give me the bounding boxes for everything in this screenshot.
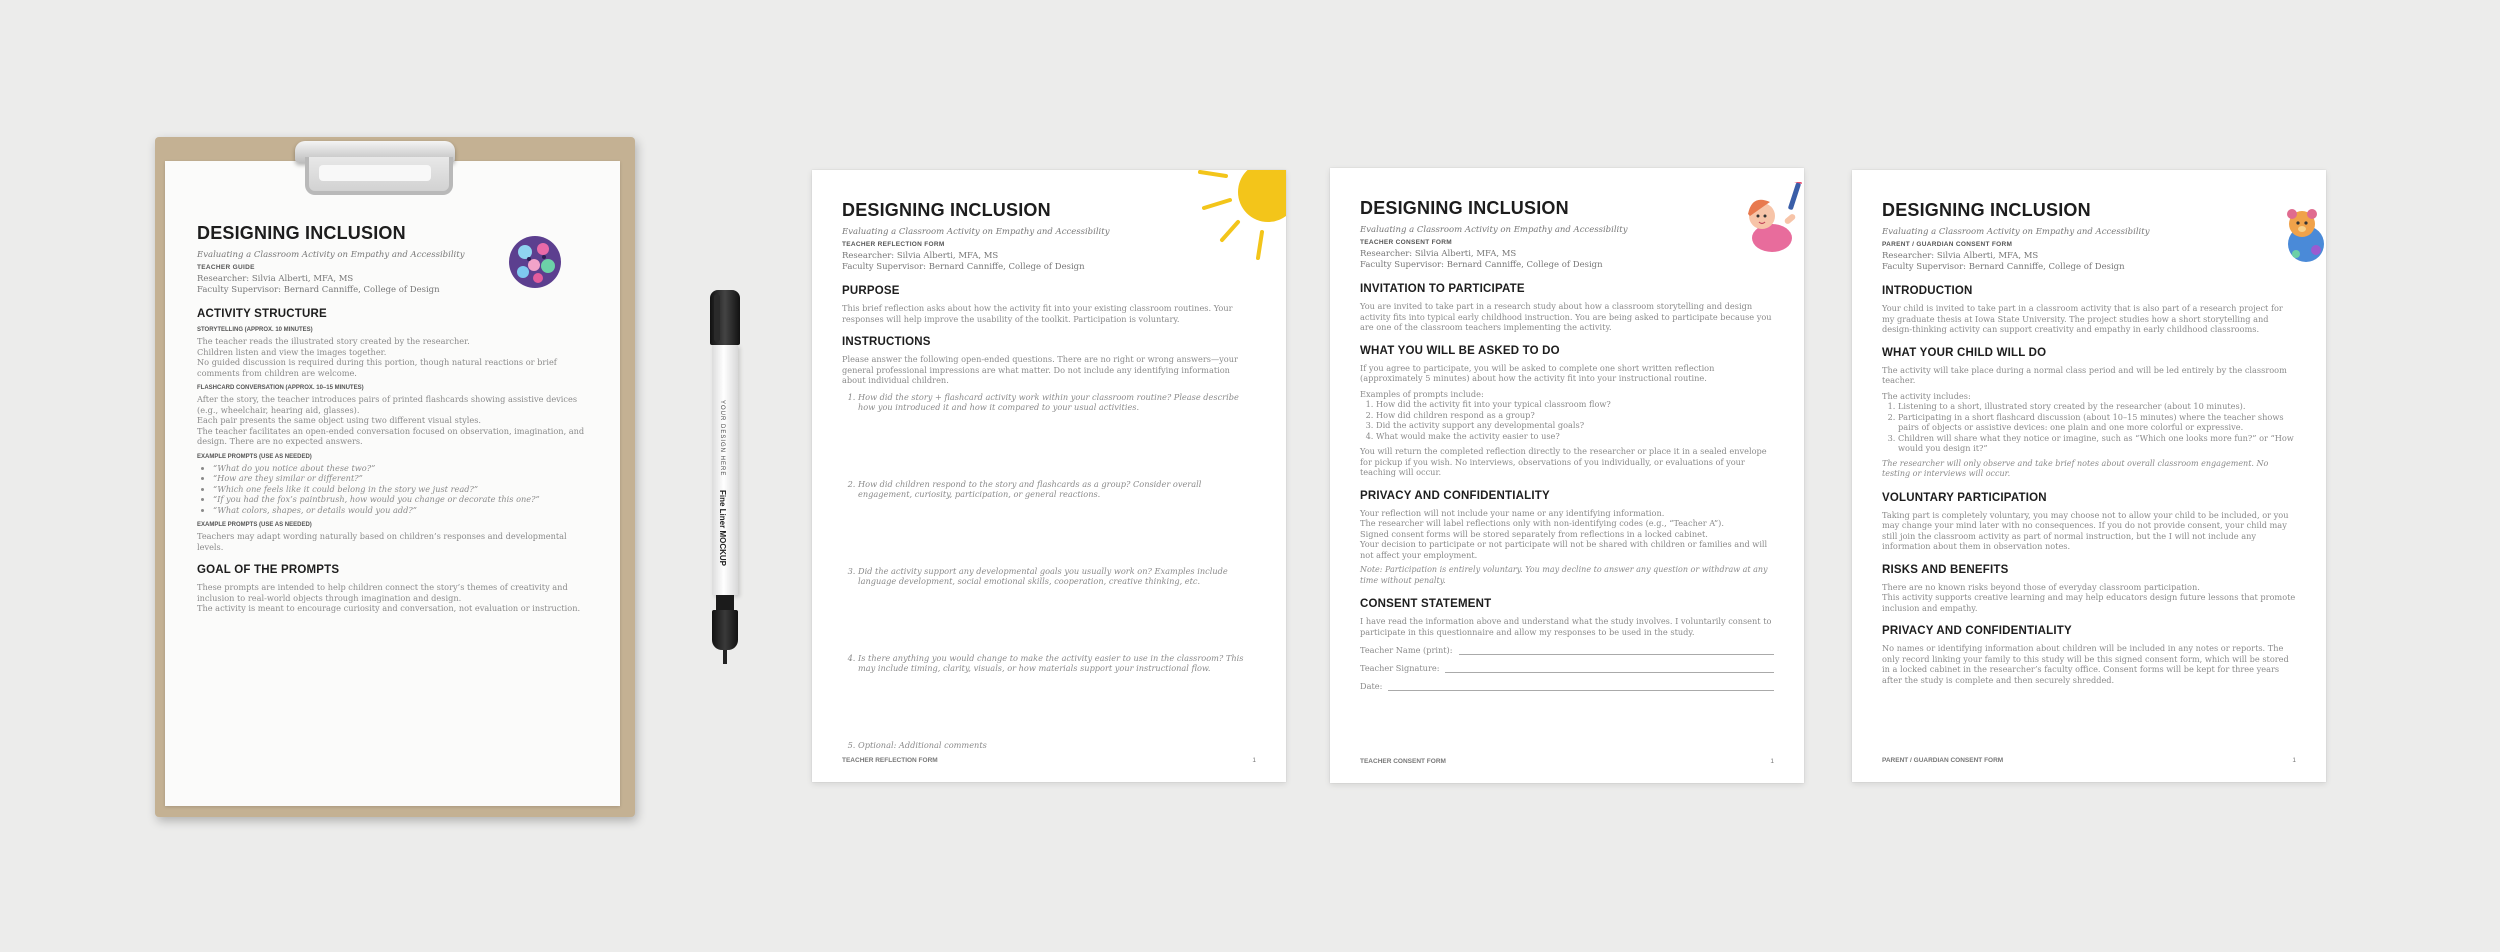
paragraph: This brief reflection asks about how the activity fit into your existing classroom routines. Your responses will help improve the usability of the toolkit. Participation is voluntary.: [842, 303, 1233, 324]
paragraph: I have read the information above and understand what the study involves. I voluntarily consent to participate in this questionnaire and allow my responses to be used in the study.: [1360, 616, 1772, 637]
page-number: 1: [1770, 758, 1774, 765]
footer-label: TEACHER CONSENT FORM: [1360, 758, 1446, 765]
section-heading: VOLUNTARY PARTICIPATION: [1882, 491, 2047, 504]
list-item: 1. How did the activity fit into your typical classroom flow?: [1376, 399, 1774, 410]
footer-label: TEACHER REFLECTION FORM: [842, 757, 938, 764]
footer-label: PARENT / GUARDIAN CONSENT FORM: [1882, 757, 2004, 764]
doc-type-label: PARENT / GUARDIAN CONSENT FORM: [1882, 241, 2013, 248]
pen-text-2: Fine Liner MOCKUP: [718, 490, 727, 567]
question-item: 4. Is there anything you would change to make the activity easier to use in the classroom? This may include timing, clarity, visuals, or how materials support your instructional flow.: [858, 653, 1256, 674]
prompt-list: [1360, 399, 1774, 441]
sun-illustration: [1186, 170, 1286, 265]
researcher-line: Researcher: Silvia Alberti, MFA, MS: [1360, 249, 1517, 259]
prompt-list: [197, 463, 588, 516]
teacher-name-field[interactable]: [1360, 645, 1774, 655]
reflection-form-page: [812, 170, 1286, 782]
doc-type-label: TEACHER GUIDE: [197, 264, 255, 271]
paragraph: No guided discussion is required during this portion, though natural reactions or brief comments from children are welcome.: [197, 357, 557, 378]
supervisor-line: Faculty Supervisor: Bernard Canniffe, College of Design: [1882, 262, 2125, 272]
note: The researcher will only observe and take brief notes about overall classroom engagement. No testing or interviews will occur.: [1882, 458, 2269, 478]
clipboard-clip: [295, 133, 455, 195]
paragraph: The teacher facilitates an open-ended conversation focused on observation, imagination, and design. There are no expected answers.: [197, 425, 585, 446]
doc-subtitle: Evaluating a Classroom Activity on Empathy and Accessibility: [197, 250, 465, 260]
paragraph: Please answer the following open-ended questions. There are no right or wrong answers—your general professional impressions are what matter. Do not include any identifying information about individual children.: [842, 354, 1238, 385]
page-footer: [842, 757, 1256, 764]
researcher-line: Researcher: Silvia Alberti, MFA, MS: [197, 274, 354, 284]
subsection-label: FLASHCARD CONVERSATION (APPROX. 10–15 MINUTES): [197, 385, 364, 391]
doc-title: DESIGNING INCLUSION: [842, 200, 1051, 220]
section-heading: CONSENT STATEMENT: [1360, 598, 1492, 610]
question-item: 2. How did children respond to the story and flashcards as a group? Consider overall engagement, curiosity, participation, or general reactions.: [858, 479, 1256, 500]
page-number: 1: [2292, 757, 2296, 764]
paragraph: After the story, the teacher introduces pairs of printed flashcards showing assistive devices (e.g., wheelchair, hearing aid, glasses).: [197, 394, 578, 415]
subsection-label: EXAMPLE PROMPTS (USE AS NEEDED): [197, 522, 312, 528]
activity-list: [1882, 401, 2296, 454]
parent-consent-form-page: [1852, 170, 2326, 782]
list-item: 1. Listening to a short, illustrated story created by the researcher (about 10 minutes).: [1898, 401, 2296, 412]
field-label: Date:: [1360, 681, 1383, 691]
subsection-label: STORYTELLING (APPROX. 10 MINUTES): [197, 327, 313, 333]
doc-type-label: TEACHER REFLECTION FORM: [842, 241, 945, 248]
section-heading: INSTRUCTIONS: [842, 336, 931, 348]
doc-title: DESIGNING INCLUSION: [1882, 200, 2091, 220]
note: Note: Participation is entirely voluntary. You may decline to answer any question or withdraw at any time without penalty.: [1360, 565, 1768, 585]
paragraph: The teacher reads the illustrated story created by the researcher.: [197, 336, 470, 346]
paragraph: There are no known risks beyond those of everyday classroom participation.: [1882, 581, 2200, 592]
list-item: • “What do you notice about these two?”: [213, 463, 588, 474]
field-label: Teacher Signature:: [1360, 663, 1440, 673]
doc-subtitle: Evaluating a Classroom Activity on Empathy and Accessibility: [1360, 225, 1628, 235]
paragraph: Examples of prompts include:: [1360, 388, 1484, 399]
researcher-line: Researcher: Silvia Alberti, MFA, MS: [1882, 251, 2039, 261]
paragraph: Your child is invited to take part in a classroom activity that is also part of a research project for my graduate thesis at Iowa State University. The project studies how a short storytelling and design-thinking activity can support creativity and empathy in early childhood classrooms.: [1882, 303, 2283, 334]
doc-title: DESIGNING INCLUSION: [1360, 198, 1569, 218]
paragraph: The activity is meant to encourage curiosity and conversation, not evaluation or instruction.: [197, 603, 581, 613]
list-item: • “If you had the fox’s paintbrush, how would you change or decorate this one?”: [213, 494, 588, 505]
bear-illustration: [2276, 204, 2326, 264]
doc-type-label: TEACHER CONSENT FORM: [1360, 239, 1452, 246]
page-footer: [1360, 758, 1774, 765]
paragraph: No names or identifying information about children will be included in any notes or reports. The only record linking your family to this study will be this signed consent form, which will be stored in a locked cabinet in the researcher’s faculty office. Consent forms will be kept for three years after the study is complete and then securely shredded.: [1882, 643, 2289, 685]
paragraph: You will return the completed reflection directly to the researcher or place it in a sealed envelope for pickup if you wish. No interviews, observations of you individually, or evaluations of your teaching will occur.: [1360, 446, 1767, 477]
question-list: [842, 392, 1256, 751]
page-footer: [1882, 757, 2296, 764]
section-heading: INTRODUCTION: [1882, 285, 1973, 297]
list-item: • “What colors, shapes, or details would you add?”: [213, 505, 588, 516]
girl-illustration: [1724, 182, 1804, 252]
paragraph: The activity includes:: [1882, 390, 1971, 401]
paragraph: If you agree to participate, you will be asked to complete one short written reflection (approximately 5 minutes) about how the activity fit into your instructional routine.: [1360, 362, 1715, 383]
paragraph: Children listen and view the images together.: [197, 346, 387, 357]
question-item: 1. How did the story + flashcard activity work within your classroom routine? Please describe how you introduced it and how it compared to your usual activities.: [858, 392, 1256, 413]
field-label: Teacher Name (print):: [1360, 645, 1453, 655]
page-number: 1: [1252, 757, 1256, 764]
paragraph: The activity will take place during a normal class period and will be led entirely by the classroom teacher.: [1882, 364, 2287, 385]
question-item: 5. Optional: Additional comments: [858, 740, 1256, 751]
section-heading: WHAT YOU WILL BE ASKED TO DO: [1360, 344, 1560, 357]
section-heading: PURPOSE: [842, 285, 900, 297]
paragraph: Each pair presents the same object using two different visual styles.: [197, 415, 482, 425]
list-item: 2. Participating in a short flashcard discussion (about 10–15 minutes) where the teacher shows pairs of objects or assistive devices: one plain and one more colorful or expressive.: [1898, 412, 2296, 433]
doc-title: DESIGNING INCLUSION: [197, 223, 406, 243]
section-heading: PRIVACY AND CONFIDENTIALITY: [1882, 625, 2072, 637]
section-heading: PRIVACY AND CONFIDENTIALITY: [1360, 489, 1550, 502]
paragraph: Taking part is completely voluntary, you may choose not to allow your child to be included, or you may change your mind later with no consequences. If you do not provide consent, your child may still join the classroom activity as part of normal instruction, but the I will not include any information about them in observation notes.: [1882, 509, 2289, 551]
list-item: 3. Did the activity support any developmental goals?: [1376, 420, 1774, 431]
list-item: 3. Children will share what they notice or imagine, such as “Which one looks more fun?” or “How would you design it?”: [1898, 433, 2296, 454]
supervisor-line: Faculty Supervisor: Bernard Canniffe, College of Design: [842, 262, 1085, 272]
paragraph: These prompts are intended to help children connect the story’s themes of creativity and inclusion to real-world objects through imagination and design.: [197, 582, 568, 603]
paragraph: You are invited to take part in a research study about how a classroom storytelling and design activity fits into typical early childhood instruction. You are being asked to participate because you are one of the classroom teachers implementing the activity.: [1360, 301, 1772, 332]
section-heading: ACTIVITY STRUCTURE: [197, 308, 327, 320]
clipboard-page: [165, 161, 620, 806]
researcher-line: Researcher: Silvia Alberti, MFA, MS: [842, 251, 999, 261]
date-field[interactable]: [1360, 681, 1774, 691]
section-heading: WHAT YOUR CHILD WILL DO: [1882, 346, 2047, 359]
paragraph: This activity supports creative learning and may help educators design future lessons that promote inclusion and empathy.: [1882, 592, 2296, 613]
flower-illustration: [508, 235, 562, 289]
paragraph: Your reflection will not include your name or any identifying information.: [1360, 507, 1665, 518]
fineliner-pen: [710, 290, 740, 670]
section-heading: INVITATION TO PARTICIPATE: [1360, 283, 1525, 295]
supervisor-line: Faculty Supervisor: Bernard Canniffe, College of Design: [197, 285, 440, 295]
doc-subtitle: Evaluating a Classroom Activity on Empathy and Accessibility: [1882, 227, 2150, 237]
paragraph: Teachers may adapt wording naturally based on children’s responses and developmental levels.: [197, 531, 567, 552]
paragraph: Your decision to participate or not participate will not be shared with children or families and will not affect your employment.: [1360, 539, 1768, 560]
doc-subtitle: Evaluating a Classroom Activity on Empathy and Accessibility: [842, 227, 1110, 237]
paragraph: The researcher will label reflections only with non-identifying codes (e.g., “Teacher A”).: [1360, 518, 1724, 528]
question-item: 3. Did the activity support any developmental goals you usually work on? Examples include language development, social emotional skills, cooperation, creative thinking, etc.: [858, 566, 1256, 587]
paragraph: Signed consent forms will be stored separately from reflections in a locked cabinet.: [1360, 528, 1708, 539]
pen-text-1: YOUR DESIGN HERE: [719, 400, 725, 477]
list-item: • “How are they similar or different?”: [213, 473, 588, 484]
list-item: • “Which one feels like it could belong in the story we just read?”: [213, 484, 588, 495]
teacher-consent-form-page: [1330, 168, 1804, 783]
list-item: 2. How did children respond as a group?: [1376, 410, 1774, 421]
list-item: 4. What would make the activity easier to use?: [1376, 431, 1774, 442]
supervisor-line: Faculty Supervisor: Bernard Canniffe, College of Design: [1360, 260, 1603, 270]
section-heading: GOAL OF THE PROMPTS: [197, 564, 340, 576]
teacher-signature-field[interactable]: [1360, 663, 1774, 673]
clipboard: [155, 137, 635, 817]
subsection-label: EXAMPLE PROMPTS (USE AS NEEDED): [197, 453, 312, 460]
section-heading: RISKS AND BENEFITS: [1882, 563, 2009, 576]
